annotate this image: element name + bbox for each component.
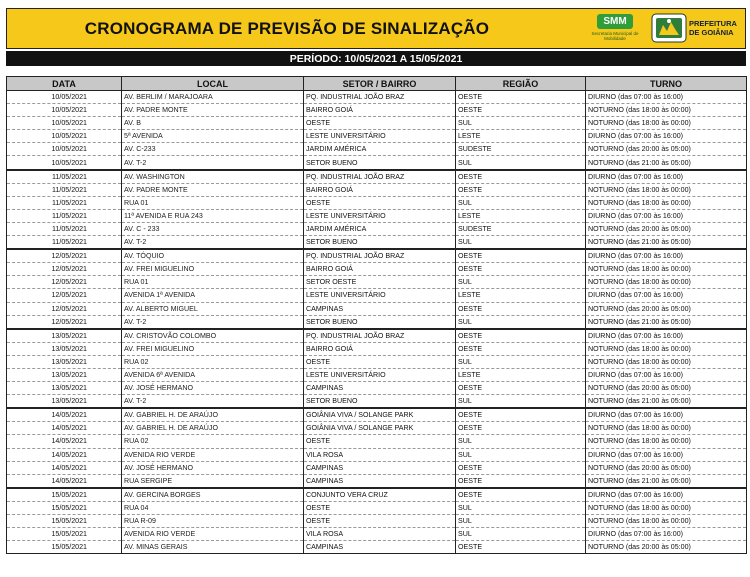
table-row xyxy=(7,395,747,409)
table-row xyxy=(7,170,747,184)
table-body xyxy=(7,91,747,554)
cell-date: 13/05/2021 xyxy=(7,329,122,343)
cell-date: 11/05/2021 xyxy=(7,236,122,250)
cell-local: AV. C-233 xyxy=(122,143,304,156)
table-row xyxy=(7,515,747,528)
table-row xyxy=(7,329,747,343)
cell-local: RUA 01 xyxy=(122,196,304,209)
cell-setor: OESTE xyxy=(304,117,456,130)
cell-regiao: SUL xyxy=(456,355,586,368)
cell-turno: DIURNO (das 07:00 às 16:00) xyxy=(586,209,747,222)
cell-date: 15/05/2021 xyxy=(7,528,122,541)
cell-regiao: LESTE xyxy=(456,289,586,302)
cell-turno: DIURNO (das 07:00 às 16:00) xyxy=(586,130,747,143)
table-row xyxy=(7,408,747,422)
cell-date: 11/05/2021 xyxy=(7,170,122,184)
cell-date: 14/05/2021 xyxy=(7,422,122,435)
cell-setor: BAIRRO GOIÁ xyxy=(304,342,456,355)
cell-regiao: SUL xyxy=(456,276,586,289)
table-row xyxy=(7,488,747,502)
cell-turno: NOTURNO (das 20:00 às 05:00) xyxy=(586,143,747,156)
cell-date: 10/05/2021 xyxy=(7,104,122,117)
cell-turno: NOTURNO (das 18:00 às 00:00) xyxy=(586,501,747,514)
cell-regiao: SUL xyxy=(456,315,586,329)
cell-regiao: LESTE xyxy=(456,130,586,143)
table-row xyxy=(7,130,747,143)
table-row xyxy=(7,183,747,196)
cell-regiao: OESTE xyxy=(456,170,586,184)
cell-turno: NOTURNO (das 18:00 às 00:00) xyxy=(586,515,747,528)
cell-regiao: OESTE xyxy=(456,422,586,435)
column-header-setor: SETOR / BAIRRO xyxy=(304,77,456,91)
cell-date: 11/05/2021 xyxy=(7,183,122,196)
cell-turno: NOTURNO (das 18:00 às 00:00) xyxy=(586,422,747,435)
cell-turno: NOTURNO (das 18:00 às 00:00) xyxy=(586,117,747,130)
cell-local: AV. FREI MIGUELINO xyxy=(122,263,304,276)
cell-date: 11/05/2021 xyxy=(7,222,122,235)
cell-turno: DIURNO (das 07:00 às 16:00) xyxy=(586,488,747,502)
table-row xyxy=(7,143,747,156)
cell-regiao: SUDESTE xyxy=(456,143,586,156)
period-banner: PERÍODO: 10/05/2021 A 15/05/2021 xyxy=(6,51,746,66)
cell-turno: NOTURNO (das 21:00 às 05:00) xyxy=(586,156,747,170)
cell-local: RUA 04 xyxy=(122,501,304,514)
cell-local: AV. BERLIM / MARAJOARA xyxy=(122,91,304,104)
cell-setor: SETOR BUENO xyxy=(304,236,456,250)
cell-local: RUA R-09 xyxy=(122,515,304,528)
cell-date: 15/05/2021 xyxy=(7,501,122,514)
table-row xyxy=(7,382,747,395)
table-row xyxy=(7,315,747,329)
cell-regiao: LESTE xyxy=(456,368,586,381)
cell-turno: NOTURNO (das 20:00 às 05:00) xyxy=(586,382,747,395)
cell-regiao: SUL xyxy=(456,236,586,250)
cell-regiao: OESTE xyxy=(456,541,586,554)
cell-setor: SETOR BUENO xyxy=(304,395,456,409)
table-row xyxy=(7,222,747,235)
cell-local: AV. C - 233 xyxy=(122,222,304,235)
cell-local: AV. GABRIEL H. DE ARAÚJO xyxy=(122,408,304,422)
smm-logo-badge: SMM xyxy=(597,14,633,29)
cell-setor: LESTE UNIVERSITÁRIO xyxy=(304,368,456,381)
cell-local: AV. JOSÉ HERMANO xyxy=(122,382,304,395)
cell-setor: JARDIM AMÉRICA xyxy=(304,222,456,235)
cell-setor: JARDIM AMÉRICA xyxy=(304,143,456,156)
cell-regiao: OESTE xyxy=(456,461,586,474)
cell-setor: CAMPINAS xyxy=(304,474,456,488)
cell-local: AV. T-2 xyxy=(122,315,304,329)
table-row xyxy=(7,342,747,355)
cell-date: 10/05/2021 xyxy=(7,91,122,104)
table-row xyxy=(7,209,747,222)
prefeitura-logo xyxy=(651,12,745,45)
cell-turno: NOTURNO (das 18:00 às 00:00) xyxy=(586,104,747,117)
prefeitura-name: PREFEITURA DE GOIÂNIA xyxy=(689,19,737,37)
cell-date: 12/05/2021 xyxy=(7,315,122,329)
cell-local: AV. GABRIEL H. DE ARAÚJO xyxy=(122,422,304,435)
cell-setor: OESTE xyxy=(304,196,456,209)
document-header xyxy=(6,8,746,49)
cell-date: 11/05/2021 xyxy=(7,209,122,222)
cell-regiao: OESTE xyxy=(456,408,586,422)
cell-turno: NOTURNO (das 18:00 às 00:00) xyxy=(586,263,747,276)
cell-setor: LESTE UNIVERSITÁRIO xyxy=(304,289,456,302)
cell-turno: NOTURNO (das 18:00 às 00:00) xyxy=(586,355,747,368)
table-row xyxy=(7,117,747,130)
table-row xyxy=(7,461,747,474)
cell-local: 11ª AVENIDA E RUA 243 xyxy=(122,209,304,222)
cell-local: AV. T-2 xyxy=(122,395,304,409)
cell-regiao: LESTE xyxy=(456,209,586,222)
cell-regiao: OESTE xyxy=(456,91,586,104)
cell-regiao: OESTE xyxy=(456,263,586,276)
cell-date: 12/05/2021 xyxy=(7,249,122,263)
cell-date: 12/05/2021 xyxy=(7,276,122,289)
cell-turno: DIURNO (das 07:00 às 16:00) xyxy=(586,170,747,184)
table-row xyxy=(7,249,747,263)
cell-local: AV. ALBERTO MIGUEL xyxy=(122,302,304,315)
cell-turno: DIURNO (das 07:00 às 16:00) xyxy=(586,329,747,343)
cell-setor: PQ. INDUSTRIAL JOÃO BRAZ xyxy=(304,329,456,343)
cell-turno: DIURNO (das 07:00 às 16:00) xyxy=(586,448,747,461)
cell-setor: CAMPINAS xyxy=(304,382,456,395)
cell-local: AV. PADRE MONTE xyxy=(122,104,304,117)
cell-setor: SETOR OESTE xyxy=(304,276,456,289)
cell-date: 14/05/2021 xyxy=(7,461,122,474)
cell-date: 10/05/2021 xyxy=(7,130,122,143)
cell-turno: NOTURNO (das 18:00 às 00:00) xyxy=(586,183,747,196)
table-row xyxy=(7,196,747,209)
cell-setor: OESTE xyxy=(304,355,456,368)
table-row xyxy=(7,501,747,514)
table-row xyxy=(7,448,747,461)
cell-turno: NOTURNO (das 20:00 às 05:00) xyxy=(586,461,747,474)
cell-date: 13/05/2021 xyxy=(7,395,122,409)
cell-turno: DIURNO (das 07:00 às 16:00) xyxy=(586,368,747,381)
cell-setor: OESTE xyxy=(304,435,456,448)
cell-regiao: OESTE xyxy=(456,342,586,355)
cell-local: AV. MINAS GERAIS xyxy=(122,541,304,554)
table-row xyxy=(7,541,747,554)
cell-regiao: OESTE xyxy=(456,474,586,488)
table-row xyxy=(7,91,747,104)
table-row xyxy=(7,474,747,488)
cell-local: RUA 01 xyxy=(122,276,304,289)
cell-local: AVENIDA 1ª AVENIDA xyxy=(122,289,304,302)
cell-regiao: OESTE xyxy=(456,183,586,196)
table-row xyxy=(7,528,747,541)
column-header-data: DATA xyxy=(7,77,122,91)
cell-local: RUA 02 xyxy=(122,355,304,368)
cell-regiao: SUL xyxy=(456,117,586,130)
cell-local: AV. JOSÉ HERMANO xyxy=(122,461,304,474)
cell-date: 11/05/2021 xyxy=(7,196,122,209)
cell-date: 13/05/2021 xyxy=(7,368,122,381)
table-row xyxy=(7,435,747,448)
column-header-local: LOCAL xyxy=(122,77,304,91)
cell-turno: NOTURNO (das 18:00 às 00:00) xyxy=(586,276,747,289)
cell-setor: OESTE xyxy=(304,515,456,528)
cell-turno: NOTURNO (das 21:00 às 05:00) xyxy=(586,236,747,250)
cell-setor: VILA ROSA xyxy=(304,448,456,461)
cell-setor: OESTE xyxy=(304,501,456,514)
cell-date: 10/05/2021 xyxy=(7,156,122,170)
cell-date: 14/05/2021 xyxy=(7,448,122,461)
city-crest-icon xyxy=(651,13,687,43)
cell-local: AVENIDA 6ª AVENIDA xyxy=(122,368,304,381)
cell-local: AV. B xyxy=(122,117,304,130)
cell-setor: SETOR BUENO xyxy=(304,315,456,329)
table-row xyxy=(7,156,747,170)
smm-logo-subtitle: Secretaria Municipal de Mobilidade xyxy=(591,31,639,41)
cell-local: AV. T-2 xyxy=(122,236,304,250)
table-row xyxy=(7,263,747,276)
cell-turno: NOTURNO (das 20:00 às 05:00) xyxy=(586,222,747,235)
cell-turno: DIURNO (das 07:00 às 16:00) xyxy=(586,408,747,422)
cell-date: 12/05/2021 xyxy=(7,289,122,302)
column-header-turno: TURNO xyxy=(586,77,747,91)
cell-setor: BAIRRO GOIÁ xyxy=(304,183,456,196)
cell-local: AV. PADRE MONTE xyxy=(122,183,304,196)
schedule-table xyxy=(6,76,747,554)
table-row xyxy=(7,104,747,117)
cell-turno: NOTURNO (das 21:00 às 05:00) xyxy=(586,474,747,488)
cell-setor: CAMPINAS xyxy=(304,461,456,474)
table-row xyxy=(7,355,747,368)
cell-date: 13/05/2021 xyxy=(7,342,122,355)
cell-setor: LESTE UNIVERSITÁRIO xyxy=(304,209,456,222)
cell-date: 13/05/2021 xyxy=(7,355,122,368)
table-row xyxy=(7,368,747,381)
cell-setor: VILA ROSA xyxy=(304,528,456,541)
cell-turno: DIURNO (das 07:00 às 16:00) xyxy=(586,249,747,263)
cell-setor: GOIÂNIA VIVA / SOLANGE PARK xyxy=(304,422,456,435)
smm-logo xyxy=(591,13,639,43)
cell-regiao: OESTE xyxy=(456,329,586,343)
cell-date: 14/05/2021 xyxy=(7,435,122,448)
cell-local: AV. CRISTOVÃO COLOMBO xyxy=(122,329,304,343)
cell-setor: SETOR BUENO xyxy=(304,156,456,170)
cell-setor: BAIRRO GOIÁ xyxy=(304,263,456,276)
cell-turno: NOTURNO (das 18:00 às 00:00) xyxy=(586,435,747,448)
table-row xyxy=(7,289,747,302)
table-row xyxy=(7,302,747,315)
cell-regiao: OESTE xyxy=(456,382,586,395)
cell-turno: NOTURNO (das 21:00 às 05:00) xyxy=(586,315,747,329)
cell-regiao: SUL xyxy=(456,196,586,209)
cell-local: AV. T-2 xyxy=(122,156,304,170)
cell-regiao: OESTE xyxy=(456,488,586,502)
cell-setor: CONJUNTO VERA CRUZ xyxy=(304,488,456,502)
cell-turno: NOTURNO (das 18:00 às 00:00) xyxy=(586,196,747,209)
cell-turno: DIURNO (das 07:00 às 16:00) xyxy=(586,91,747,104)
cell-regiao: SUL xyxy=(456,528,586,541)
cell-setor: CAMPINAS xyxy=(304,541,456,554)
cell-date: 12/05/2021 xyxy=(7,302,122,315)
cell-regiao: OESTE xyxy=(456,249,586,263)
column-header-regiao: REGIÃO xyxy=(456,77,586,91)
cell-setor: LESTE UNIVERSITÁRIO xyxy=(304,130,456,143)
cell-date: 10/05/2021 xyxy=(7,117,122,130)
cell-turno: DIURNO (das 07:00 às 16:00) xyxy=(586,528,747,541)
table-row xyxy=(7,236,747,250)
cell-setor: CAMPINAS xyxy=(304,302,456,315)
document-title: CRONOGRAMA DE PREVISÃO DE SINALIZAÇÃO xyxy=(84,18,490,38)
cell-date: 10/05/2021 xyxy=(7,143,122,156)
cell-local: AVENIDA RIO VERDE xyxy=(122,448,304,461)
cell-regiao: SUL xyxy=(456,501,586,514)
cell-date: 15/05/2021 xyxy=(7,541,122,554)
cell-turno: NOTURNO (das 20:00 às 05:00) xyxy=(586,302,747,315)
cell-setor: PQ. INDUSTRIAL JOÃO BRAZ xyxy=(304,91,456,104)
cell-setor: BAIRRO GOIÁ xyxy=(304,104,456,117)
cell-setor: PQ. INDUSTRIAL JOÃO BRAZ xyxy=(304,249,456,263)
cell-regiao: SUL xyxy=(456,515,586,528)
cell-turno: NOTURNO (das 21:00 às 05:00) xyxy=(586,395,747,409)
cell-date: 12/05/2021 xyxy=(7,263,122,276)
cell-local: RUA SERGIPE xyxy=(122,474,304,488)
table-row xyxy=(7,276,747,289)
cell-local: AV. TÓQUIO xyxy=(122,249,304,263)
cell-regiao: OESTE xyxy=(456,302,586,315)
cell-local: AV. FREI MIGUELINO xyxy=(122,342,304,355)
cell-regiao: SUDESTE xyxy=(456,222,586,235)
cell-turno: NOTURNO (das 18:00 às 00:00) xyxy=(586,342,747,355)
cell-setor: GOIÂNIA VIVA / SOLANGE PARK xyxy=(304,408,456,422)
cell-regiao: SUL xyxy=(456,156,586,170)
table-header-row xyxy=(7,77,747,91)
cell-regiao: SUL xyxy=(456,448,586,461)
cell-setor: PQ. INDUSTRIAL JOÃO BRAZ xyxy=(304,170,456,184)
cell-local: 5ª AVENIDA xyxy=(122,130,304,143)
cell-regiao: SUL xyxy=(456,395,586,409)
cell-date: 13/05/2021 xyxy=(7,382,122,395)
cell-date: 15/05/2021 xyxy=(7,515,122,528)
cell-regiao: SUL xyxy=(456,435,586,448)
cell-local: AVENIDA RIO VERDE xyxy=(122,528,304,541)
cell-turno: DIURNO (das 07:00 às 16:00) xyxy=(586,289,747,302)
cell-local: AV. WASHINGTON xyxy=(122,170,304,184)
cell-date: 14/05/2021 xyxy=(7,408,122,422)
cell-turno: NOTURNO (das 20:00 às 05:00) xyxy=(586,541,747,554)
cell-date: 14/05/2021 xyxy=(7,474,122,488)
cell-regiao: OESTE xyxy=(456,104,586,117)
table-row xyxy=(7,422,747,435)
cell-local: AV. GERCINA BORGES xyxy=(122,488,304,502)
cell-local: RUA 02 xyxy=(122,435,304,448)
cell-date: 15/05/2021 xyxy=(7,488,122,502)
